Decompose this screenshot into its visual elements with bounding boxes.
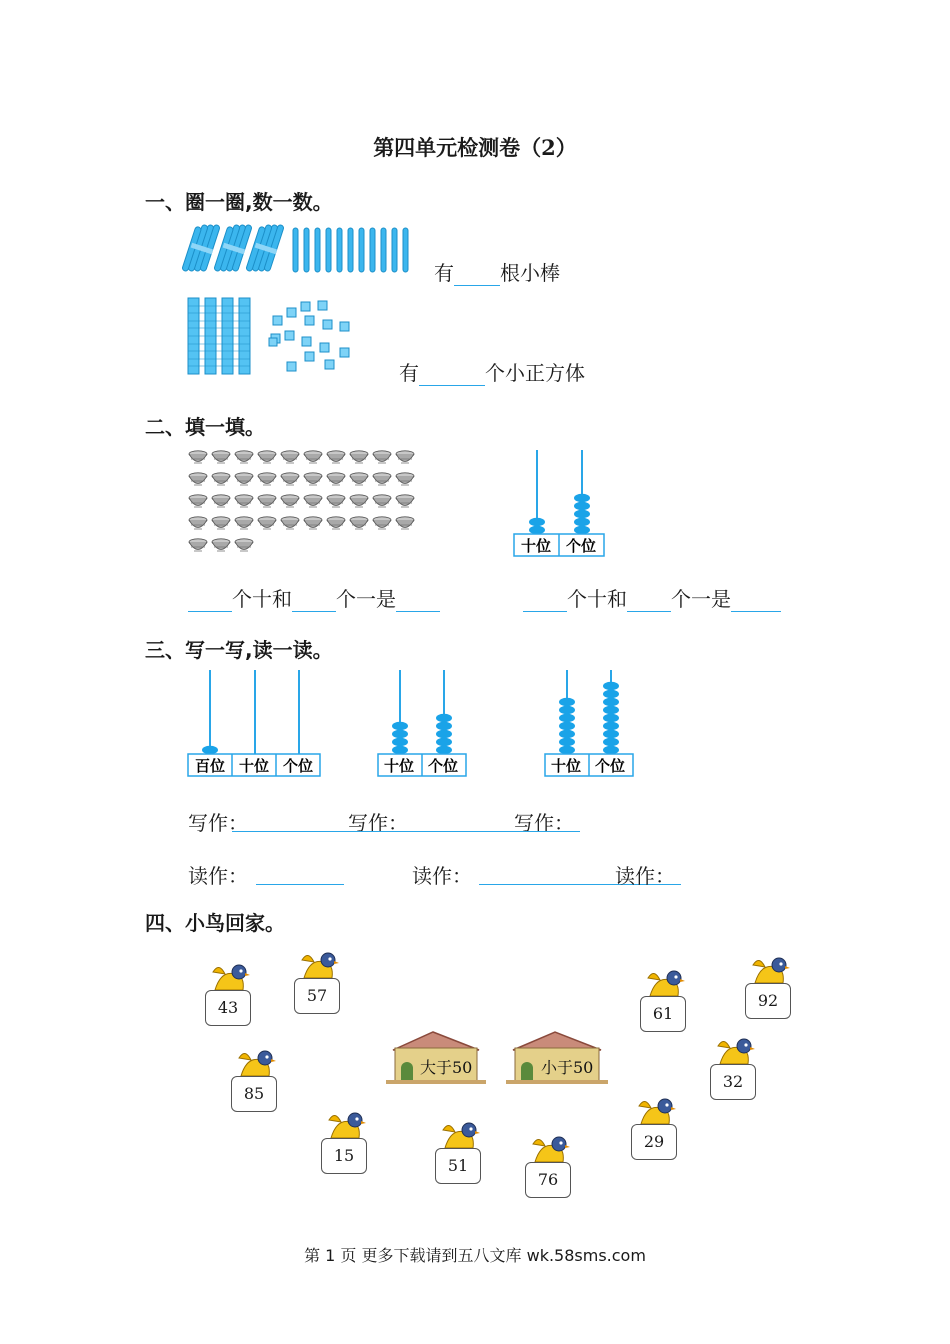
bowl-icon: [281, 473, 299, 485]
fill-row-right: [523, 583, 781, 612]
bowl-icon: [281, 495, 299, 507]
bird-number-card[interactable]: 43: [205, 990, 251, 1026]
abacus-label-tens: 十位: [520, 537, 552, 555]
bowl-icon: [212, 539, 230, 551]
section3-heading: 三、写一写,读一读。: [145, 638, 333, 662]
bowl-icon: [212, 495, 230, 507]
bowl-icon: [396, 473, 414, 485]
q2-suffix: 个小正方体: [485, 361, 585, 385]
bowl-icon: [281, 517, 299, 529]
write-label-1: 写作：: [188, 811, 248, 835]
abacus-hundreds: [187, 670, 323, 780]
bowl-icon: [235, 495, 253, 507]
bowl-icon: [350, 495, 368, 507]
bowl-icon: [258, 473, 276, 485]
bowl-icon: [396, 495, 414, 507]
abacus1-label-hundreds: 百位: [194, 757, 226, 775]
abacus-two: [377, 670, 472, 780]
bowl-icon: [327, 473, 345, 485]
bowl-icon: [212, 517, 230, 529]
cubes-image: [185, 296, 360, 378]
read-label-2: 读作：: [412, 864, 472, 888]
abacus-three: [544, 670, 639, 780]
total-blank-1[interactable]: [396, 591, 440, 612]
bird-icon: [441, 1118, 481, 1152]
bowl-icon: [189, 451, 207, 463]
bowl-icon: [396, 451, 414, 463]
write-answer-line[interactable]: [232, 831, 580, 832]
bowl-icon: [281, 451, 299, 463]
section1-heading: 一、圈一圈,数一数。: [145, 190, 333, 214]
bowl-icon: [189, 473, 207, 485]
bowl-icon: [258, 517, 276, 529]
bowl-icon: [373, 495, 391, 507]
bird-icon: [531, 1132, 571, 1166]
ones-blank-1[interactable]: [292, 591, 336, 612]
abacus2-label-tens: 十位: [383, 757, 415, 775]
bird-number-card[interactable]: 85: [231, 1076, 277, 1112]
bowl-icon: [396, 517, 414, 529]
abacus3-label-ones: 个位: [594, 757, 626, 775]
bowl-icon: [304, 451, 322, 463]
bowl-icon: [235, 517, 253, 529]
bird-icon: [300, 948, 340, 982]
bowl-icon: [258, 495, 276, 507]
bowl-icon: [235, 451, 253, 463]
read-answer-line-1[interactable]: [256, 884, 344, 885]
bowl-icon: [304, 495, 322, 507]
bowl-icon: [235, 473, 253, 485]
fill-b: 个一是: [336, 587, 396, 611]
bowl-icon: [373, 517, 391, 529]
abacus1-label-tens: 十位: [238, 757, 270, 775]
bowl-icon: [189, 517, 207, 529]
bird-icon: [327, 1108, 367, 1142]
fill-a: 个十和: [232, 587, 292, 611]
bird-number-card[interactable]: 29: [631, 1124, 677, 1160]
stick-bundles-image: [185, 222, 410, 277]
read-label-3: 读作：: [615, 864, 675, 888]
house-left-label: 大于50: [420, 1058, 473, 1077]
ones-blank-2[interactable]: [627, 591, 671, 612]
bowl-icon: [304, 517, 322, 529]
bird-number-card[interactable]: 61: [640, 996, 686, 1032]
section2-heading: 二、填一填。: [145, 415, 265, 439]
bowl-icon: [304, 473, 322, 485]
page-title: 第四单元检测卷（2）: [373, 135, 577, 160]
write-label-2: 写作：: [348, 811, 408, 835]
abacus2-label-ones: 个位: [427, 757, 459, 775]
bird-number-card[interactable]: 15: [321, 1138, 367, 1174]
bird-icon: [646, 966, 686, 1000]
abacus-label-ones: 个位: [565, 537, 597, 555]
bird-icon: [237, 1046, 277, 1080]
bird-icon: [637, 1094, 677, 1128]
bowl-icon: [212, 473, 230, 485]
bowl-icon: [189, 495, 207, 507]
bird-icon: [716, 1034, 756, 1068]
fill-row-left: [188, 583, 440, 612]
bowl-icon: [350, 473, 368, 485]
cubes-question: [399, 357, 585, 386]
bird-number-card[interactable]: 92: [745, 983, 791, 1019]
sticks-question: [434, 257, 560, 286]
fill-d: 个一是: [671, 587, 731, 611]
bird-number-card[interactable]: 51: [435, 1148, 481, 1184]
bowl-icon: [350, 517, 368, 529]
tens-blank-2[interactable]: [523, 591, 567, 612]
cubes-answer-blank[interactable]: [419, 365, 485, 386]
bowl-icon: [327, 495, 345, 507]
house-right-label: 小于50: [541, 1058, 594, 1077]
bowls-image: [186, 448, 422, 556]
bowl-icon: [212, 451, 230, 463]
abacus1-label-ones: 个位: [282, 757, 314, 775]
bird-icon: [751, 953, 791, 987]
tens-blank-1[interactable]: [188, 591, 232, 612]
abacus-tens-ones: [513, 450, 608, 558]
bowl-icon: [350, 451, 368, 463]
bowl-icon: [189, 539, 207, 551]
sticks-answer-blank[interactable]: [454, 265, 500, 286]
q1-suffix: 根小棒: [500, 261, 560, 285]
abacus3-label-tens: 十位: [550, 757, 582, 775]
page-footer: 第 1 页 更多下载请到五八文库 wk.58sms.com: [304, 1246, 646, 1265]
bird-number-card[interactable]: 76: [525, 1162, 571, 1198]
q2-prefix: 有: [399, 361, 419, 385]
q1-prefix: 有: [434, 261, 454, 285]
read-label-1: 读作：: [188, 864, 248, 888]
fill-c: 个十和: [567, 587, 627, 611]
bird-number-card[interactable]: 32: [710, 1064, 756, 1100]
bird-icon: [211, 960, 251, 994]
total-blank-2[interactable]: [731, 591, 781, 612]
bowl-icon: [373, 451, 391, 463]
section4-heading: 四、小鸟回家。: [145, 911, 285, 935]
bird-number-card[interactable]: 57: [294, 978, 340, 1014]
bowl-icon: [373, 473, 391, 485]
bowl-icon: [327, 451, 345, 463]
bowl-icon: [327, 517, 345, 529]
write-label-3: 写作：: [514, 811, 574, 835]
bowl-icon: [235, 539, 253, 551]
bowl-icon: [258, 451, 276, 463]
